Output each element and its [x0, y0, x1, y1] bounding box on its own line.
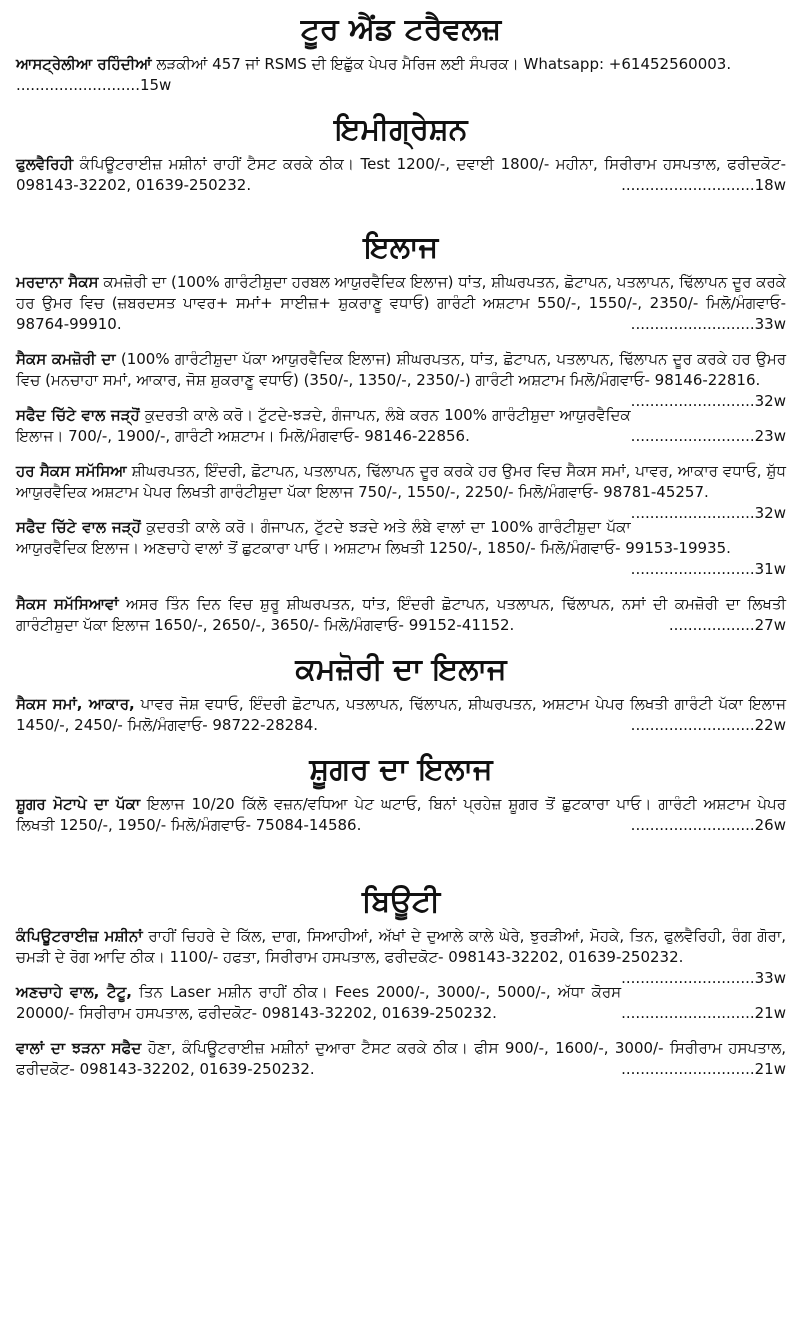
- ad-lead: ਸ਼ੂਗਰ ਮੋਟਾਪੇ ਦਾ ਪੱਕਾ: [16, 795, 141, 813]
- ad-lead: ਸੈਕਸ ਸਮਾਂ, ਆਕਾਰ,: [16, 695, 135, 713]
- classified-ad: [16, 54, 786, 96]
- ad-body: ਕੰਪਿਊਟਰਾਈਜ਼ ਮਸ਼ੀਨਾਂ ਰਾਹੀਂ ਟੈਸਟ ਕਰਕੇ ਠੀਕ। Test 1200/-, ਦਵਾਈ 1800/- ਮਹੀਨਾ, ਸਿਰੀਰਾਮ ਹਸਪਤਾਲ, ਫਰੀਦਕੋਟ- 098143-32202, 01639-250232.: [16, 155, 786, 194]
- ad-code: ............................21w: [621, 1004, 786, 1022]
- ad-body: ਸ਼ੀਘਰਪਤਨ, ਇੰਦਰੀ, ਛੋਟਾਪਨ, ਪਤਲਾਪਨ, ਢਿੱਲਾਪਨ ਦੂਰ ਕਰਕੇ ਹਰ ਉਮਰ ਵਿਚ ਸੈਕਸ ਸਮਾਂ, ਪਾਵਰ, ਆਕਾਰ ਵਧਾਓ, ਸ਼ੁੱਧ ਆਯੁਰਵੈਦਿਕ ਅਸ਼ਟਾਮ ਪੇਪਰ ਲਿਖਤੀ ਗਾਰੰਟੀਸ਼ੁਦਾ ਪੱਕਾ ਇਲਾਜ 750/-, 1550/-, 2250/- ਮਿਲੋ/ਮੰਗਵਾਓ- 98781-45257.: [16, 462, 786, 501]
- ad-body: ਕੁਦਰਤੀ ਕਾਲੇ ਕਰੋ। ਗੰਜਾਪਨ, ਟੁੱਟਦੇ ਝੜਦੇ ਅਤੇ ਲੰਬੇ ਵਾਲਾਂ ਦਾ 100% ਗਾਰੰਟੀਸ਼ੁਦਾ ਪੱਕਾ ਆਯੁਰਵੈਦਿਕ ਇਲਾਜ। ਅਣਚਾਹੇ ਵਾਲਾਂ ਤੋਂ ਛੁਟਕਾਰਾ ਪਾਓ। ਅਸ਼ਟਾਮ ਲਿਖਤੀ 1250/-, 1850/- ਮਿਲੋ/ਮੰਗਵਾਓ- 99153-19935.: [16, 518, 731, 557]
- ad-lead: ਕੰਪਿਊਟਰਾਈਜ਼ ਮਸ਼ੀਨਾਂ: [16, 927, 143, 945]
- ad-lead: ਸੈਕਸ ਕਮਜ਼ੋਰੀ ਦਾ: [16, 350, 116, 368]
- ad-code: ..........................31w: [630, 560, 786, 578]
- ad-code: ..........................15w: [16, 76, 172, 94]
- ad-body: ਕਮਜ਼ੋਰੀ ਦਾ (100% ਗਾਰੰਟੀਸ਼ੁਦਾ ਹਰਬਲ ਆਯੁਰਵੈਦਿਕ ਇਲਾਜ) ਧਾਂਤ, ਸ਼ੀਘਰਪਤਨ, ਛੋਟਾਪਨ, ਪਤਲਾਪਨ, ਢਿੱਲਾਪਨ ਦੂਰ ਕਰਕੇ ਹਰ ਉਮਰ ਵਿਚ (ਜ਼ਬਰਦਸਤ ਪਾਵਰ+ ਸਮਾਂ+ ਸਾਈਜ਼+ ਸ਼ੁਕਰਾਣੂ ਵਧਾਓ) ਗਾਰੰਟੀ ਅਸ਼ਟਾਮ 550/-, 1550/-, 2350/- ਮਿਲੋ/ਮੰਗਵਾਓ- 98764-99910.: [16, 273, 786, 333]
- section-heading-tour-travels: ਟੂਰ ਐਂਡ ਟਰੈਵਲਜ਼: [300, 12, 502, 47]
- ad-lead: ਵਾਲਾਂ ਦਾ ਝੜਨਾ ਸਫੈਦ: [16, 1039, 142, 1057]
- ad-body: ਕੁਦਰਤੀ ਕਾਲੇ ਕਰੋ। ਟੁੱਟਦੇ-ਝੜਦੇ, ਗੰਜਾਪਨ, ਲੰਬੇ ਕਰਨ 100% ਗਾਰੰਟੀਸ਼ੁਦਾ ਆਯੁਰਵੈਦਿਕ ਇਲਾਜ। 700/-, 1900/-, ਗਾਰੰਟੀ ਅਸ਼ਟਾਮ। ਮਿਲੋ/ਮੰਗਵਾਓ- 98146-22856.: [16, 406, 631, 445]
- classified-ad: [16, 594, 786, 636]
- classified-ad: [16, 154, 786, 196]
- ad-code: ..........................26w: [630, 816, 786, 834]
- classified-ad: [16, 272, 786, 335]
- section-heading-beauty: ਬਿਊਟੀ: [361, 884, 441, 919]
- ad-code: ..........................32w: [630, 392, 786, 410]
- ad-lead: ਆਸਟ੍ਰੇਲੀਆ ਰਹਿੰਦੀਆਂ: [16, 55, 152, 73]
- classified-ad: [16, 694, 786, 736]
- ad-body: ਅਸਰ ਤਿੰਨ ਦਿਨ ਵਿਚ ਸ਼ੁਰੂ ਸ਼ੀਘਰਪਤਨ, ਧਾਂਤ, ਇੰਦਰੀ ਛੋਟਾਪਨ, ਪਤਲਾਪਨ, ਢਿੱਲਾਪਨ, ਨਸਾਂ ਦੀ ਕਮਜ਼ੋਰੀ ਦਾ ਲਿਖਤੀ ਗਾਰੰਟੀਸ਼ੁਦਾ ਪੱਕਾ ਇਲਾਜ 1650/-, 2650/-, 3650/- ਮਿਲੋ/ਮੰਗਵਾਓ- 99152-41152.: [16, 595, 786, 634]
- ad-lead: ਫੁਲਵੈਰਿਹੀ: [16, 155, 74, 173]
- ad-lead: ਮਰਦਾਨਾ ਸੈਕਸ: [16, 273, 99, 291]
- ad-lead: ਸੈਕਸ ਸਮੱਸਿਆਵਾਂ: [16, 595, 119, 613]
- classified-ad: [16, 517, 786, 580]
- ad-body: ਰਾਹੀਂ ਚਿਹਰੇ ਦੇ ਕਿੱਲ, ਦਾਗ, ਸਿਆਹੀਆਂ, ਅੱਖਾਂ ਦੇ ਦੁਆਲੇ ਕਾਲੇ ਘੇਰੇ, ਝੁਰੜੀਆਂ, ਮੋਹਕੇ, ਤਿਨ, ਫੁਲਵੈਰਿਹੀ, ਰੰਗ ਗੋਰਾ, ਚਮੜੀ ਦੇ ਰੋਗ ਆਦਿ ਠੀਕ। 1100/- ਹਫਤਾ, ਸਿਰੀਰਾਮ ਹਸਪਤਾਲ, ਫਰੀਦਕੋਟ- 098143-32202, 01639-250232.: [16, 927, 786, 966]
- section-heading-immigration: ਇਮੀਗ੍ਰੇਸ਼ਨ: [334, 112, 468, 147]
- ad-body: ਇਲਾਜ 10/20 ਕਿੱਲੋ ਵਜ਼ਨ/ਵਧਿਆ ਪੇਟ ਘਟਾਓ, ਬਿਨਾਂ ਪ੍ਰਹੇਜ਼ ਸ਼ੂਗਰ ਤੋਂ ਛੁਟਕਾਰਾ ਪਾਓ। ਗਾਰੰਟੀ ਅਸ਼ਟਾਮ ਪੇਪਰ ਲਿਖਤੀ 1250/-, 1950/- ਮਿਲੋ/ਮੰਗਵਾਓ- 75084-14586.: [16, 795, 787, 834]
- section-heading-weakness-treatment: ਕਮਜ਼ੋਰੀ ਦਾ ਇਲਾਜ: [295, 652, 507, 687]
- ad-lead: ਅਣਚਾਹੇ ਵਾਲ, ਟੈਟੂ,: [16, 983, 132, 1001]
- ad-lead: ਸਫੈਦ ਚਿੱਟੇ ਵਾਲ ਜੜ੍ਹੋਂ: [16, 406, 140, 424]
- classified-ad: [16, 794, 786, 836]
- ad-code: ..........................32w: [630, 504, 786, 522]
- ad-code: ..........................33w: [630, 315, 786, 333]
- ad-code: ..................27w: [668, 616, 786, 634]
- ad-body: ਪਾਵਰ ਜੋਸ਼ ਵਧਾਓ, ਇੰਦਰੀ ਛੋਟਾਪਨ, ਪਤਲਾਪਨ, ਢਿੱਲਾਪਨ, ਸ਼ੀਘਰਪਤਨ, ਅਸ਼ਟਾਮ ਪੇਪਰ ਲਿਖਤੀ ਗਾਰੰਟੀ ਪੱਕਾ ਇਲਾਜ 1450/-, 2450/- ਮਿਲੋ/ਮੰਗਵਾਓ- 98722-28284.: [16, 695, 787, 734]
- ad-body: ਤਿਨ Laser ਮਸ਼ੀਨ ਰਾਹੀਂ ਠੀਕ। Fees 2000/-, 3000/-, 5000/-, ਅੱਧਾ ਕੋਰਸ 20000/- ਸਿਰੀਰਾਮ ਹਸਪਤਾਲ, ਫਰੀਦਕੋਟ- 098143-32202, 01639-250232.: [16, 983, 622, 1022]
- ad-body: (100% ਗਾਰੰਟੀਸ਼ੁਦਾ ਪੱਕਾ ਆਯੁਰਵੈਦਿਕ ਇਲਾਜ) ਸ਼ੀਘਰਪਤਨ, ਧਾਂਤ, ਛੋਟਾਪਨ, ਪਤਲਾਪਨ, ਢਿੱਲਾਪਨ ਦੂਰ ਕਰਕੇ ਹਰ ਉਮਰ ਵਿਚ (ਮਨਚਾਹਾ ਸਮਾਂ, ਆਕਾਰ, ਜੋਸ਼ ਸ਼ੁਕਰਾਣੂ ਵਧਾਓ) (350/-, 1350/-, 2350/-) ਗਾਰੰਟੀ ਅਸ਼ਟਾਮ ਮਿਲੋ/ਮੰਗਵਾਓ- 98146-22816.: [16, 350, 786, 389]
- classified-ad: [16, 461, 786, 522]
- classified-ad: [16, 349, 786, 410]
- ad-code: ..........................22w: [630, 716, 786, 734]
- ad-code: ............................33w: [621, 969, 786, 987]
- ad-code: ............................18w: [621, 176, 786, 194]
- classified-ad: [16, 1038, 786, 1080]
- ad-lead: ਸਫੈਦ ਚਿੱਟੇ ਵਾਲ ਜੜ੍ਹੋਂ: [16, 518, 141, 536]
- ad-code: ............................21w: [621, 1060, 786, 1078]
- classified-ad: [16, 926, 786, 987]
- ad-body: ਲੜਕੀਆਂ 457 ਜਾਂ RSMS ਦੀ ਇਛੁੱਕ ਪੇਪਰ ਮੈਰਿਜ ਲਈ ਸੰਪਰਕ। Whatsapp: +61452560003.: [151, 55, 732, 73]
- ad-body: ਹੋਣਾ, ਕੰਪਿਊਟਰਾਈਜ਼ ਮਸ਼ੀਨਾਂ ਦੁਆਰਾ ਟੈਸਟ ਕਰਕੇ ਠੀਕ। ਫੀਸ 900/-, 1600/-, 3000/- ਸਿਰੀਰਾਮ ਹਸਪਤਾਲ, ਫਰੀਦਕੋਟ- 098143-32202, 01639-250232.: [16, 1039, 787, 1078]
- section-heading-treatment: ਇਲਾਜ: [363, 230, 439, 265]
- section-heading-sugar-treatment: ਸ਼ੂਗਰ ਦਾ ਇਲਾਜ: [309, 752, 493, 787]
- ad-lead: ਹਰ ਸੈਕਸ ਸਮੱਸਿਆ: [16, 462, 127, 480]
- ad-code: ..........................23w: [630, 427, 786, 445]
